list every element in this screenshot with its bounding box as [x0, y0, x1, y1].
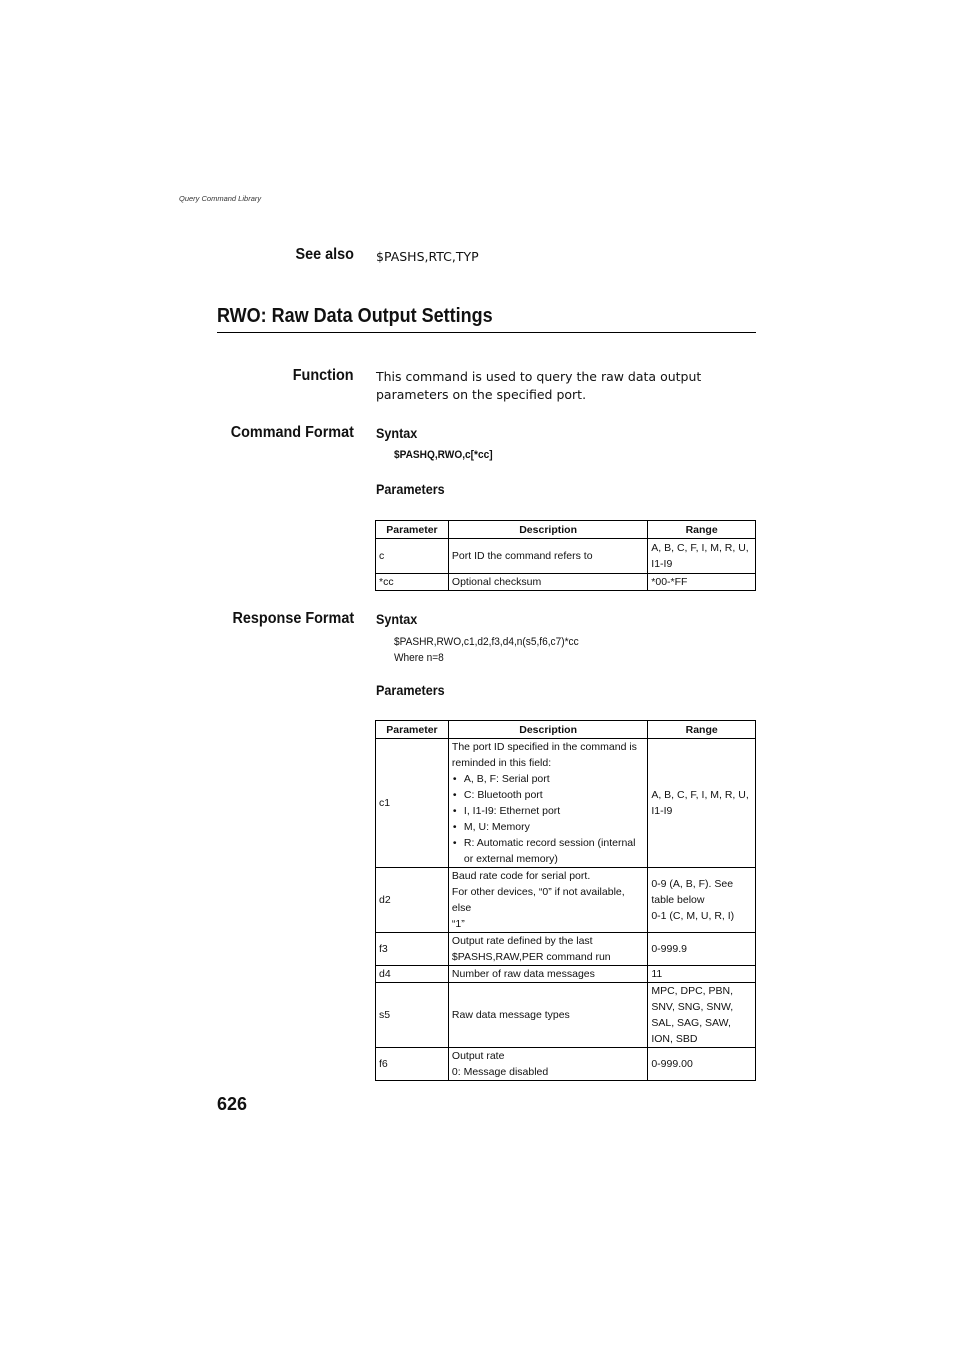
range-cell: *00-*FF — [648, 574, 756, 591]
range-line: ION, SBD — [651, 1033, 698, 1045]
command-format-label: Command Format — [230, 424, 354, 441]
table-header-row — [376, 721, 756, 739]
description-cell — [448, 868, 647, 933]
bullet-item: • M, U: Memory — [452, 819, 644, 835]
description-line: The port ID specified in the command is — [451, 741, 637, 753]
description-cell — [448, 933, 647, 966]
param-cell: d4 — [376, 966, 449, 983]
bullet-item: • C: Bluetooth port — [452, 787, 644, 803]
function-description — [376, 368, 701, 404]
response-format-label: Response Format — [232, 610, 354, 627]
table-row — [376, 868, 756, 933]
column-header: Parameter — [376, 521, 449, 539]
bullet-item: • R: Automatic record session (internal or external memory) — [452, 835, 644, 867]
column-header: Range — [648, 721, 756, 739]
range-line: I1-I9 — [651, 805, 673, 817]
table-row — [376, 1048, 756, 1081]
param-cell: *cc — [376, 574, 449, 591]
column-header: Range — [648, 521, 756, 539]
table-row — [376, 933, 756, 966]
range-line: A, B, C, F, I, M, R, U, — [651, 789, 749, 801]
function-line: This command is used to query the raw data output — [376, 369, 702, 384]
column-header: Description — [448, 521, 647, 539]
function-label: Function — [293, 367, 354, 384]
description-cell — [448, 1048, 647, 1081]
range-line: MPC, DPC, PBN, — [651, 985, 734, 997]
command-syntax: $PASHQ,RWO,c[*cc] — [394, 449, 493, 461]
response-parameters-heading: Parameters — [376, 682, 445, 698]
range-line: A, B, C, F, I, M, R, U, — [651, 542, 749, 554]
description-cell: Number of raw data messages — [448, 966, 647, 983]
description-cell: Port ID the command refers to — [448, 539, 647, 574]
range-line: SNV, SNG, SNW, — [651, 1001, 734, 1013]
description-cell — [448, 739, 647, 868]
range-cell — [648, 739, 756, 868]
port-bullet-list — [452, 771, 644, 867]
response-syntax-heading: Syntax — [376, 611, 418, 627]
description-line: 0: Message disabled — [451, 1066, 549, 1078]
see-also-label: See also — [295, 246, 354, 263]
table-row — [376, 966, 756, 983]
description-line: “1” — [451, 918, 465, 930]
title-rule — [217, 332, 756, 333]
range-cell: 0-999.9 — [648, 933, 756, 966]
range-line: 0-9 (A, B, F). See — [651, 878, 734, 890]
function-line: parameters on the specified port. — [376, 387, 587, 402]
param-cell: d2 — [376, 868, 449, 933]
description-line: Output rate defined by the last — [451, 935, 593, 947]
table-header-row — [376, 521, 756, 539]
table-row — [376, 983, 756, 1048]
command-syntax-heading: Syntax — [376, 425, 418, 441]
table-row — [376, 539, 756, 574]
response-syntax: $PASHR,RWO,c1,d2,f3,d4,n(s5,f6,c7)*cc — [394, 636, 579, 648]
range-line: table below — [651, 894, 705, 906]
section-title: RWO: Raw Data Output Settings — [217, 305, 493, 327]
description-line: For other devices, “0” if not available, else — [451, 886, 625, 914]
range-cell — [648, 983, 756, 1048]
range-cell: 0-999.00 — [648, 1048, 756, 1081]
range-line: SAL, SAG, SAW, — [651, 1017, 731, 1029]
description-cell: Raw data message types — [448, 983, 647, 1048]
param-cell: c — [376, 539, 449, 574]
see-also-value: $PASHS,RTC,TYP — [376, 249, 479, 264]
range-cell — [648, 539, 756, 574]
description-line: reminded in this field: — [451, 757, 552, 769]
param-cell: f6 — [376, 1048, 449, 1081]
description-line: $PASHS,RAW,PER command run — [451, 951, 611, 963]
table-row — [376, 574, 756, 591]
param-cell: s5 — [376, 983, 449, 1048]
description-line: Output rate — [451, 1050, 505, 1062]
bullet-item: • I, I1-I9: Ethernet port — [452, 803, 644, 819]
bullet-item: • A, B, F: Serial port — [452, 771, 644, 787]
command-parameters-table — [375, 520, 756, 591]
running-head: Query Command Library — [179, 194, 262, 203]
range-line: I1-I9 — [651, 558, 673, 570]
range-line: 0-1 (C, M, U, R, I) — [651, 910, 735, 922]
response-parameters-table — [375, 720, 756, 1081]
param-cell: c1 — [376, 739, 449, 868]
page-number: 626 — [217, 1094, 248, 1114]
table-row — [376, 739, 756, 868]
description-cell: Optional checksum — [448, 574, 647, 591]
range-cell: 11 — [648, 966, 756, 983]
column-header: Parameter — [376, 721, 449, 739]
description-line: Baud rate code for serial port. — [451, 870, 591, 882]
param-cell: f3 — [376, 933, 449, 966]
range-cell — [648, 868, 756, 933]
command-parameters-heading: Parameters — [376, 481, 445, 497]
column-header: Description — [448, 721, 647, 739]
response-where: Where n=8 — [394, 652, 444, 664]
